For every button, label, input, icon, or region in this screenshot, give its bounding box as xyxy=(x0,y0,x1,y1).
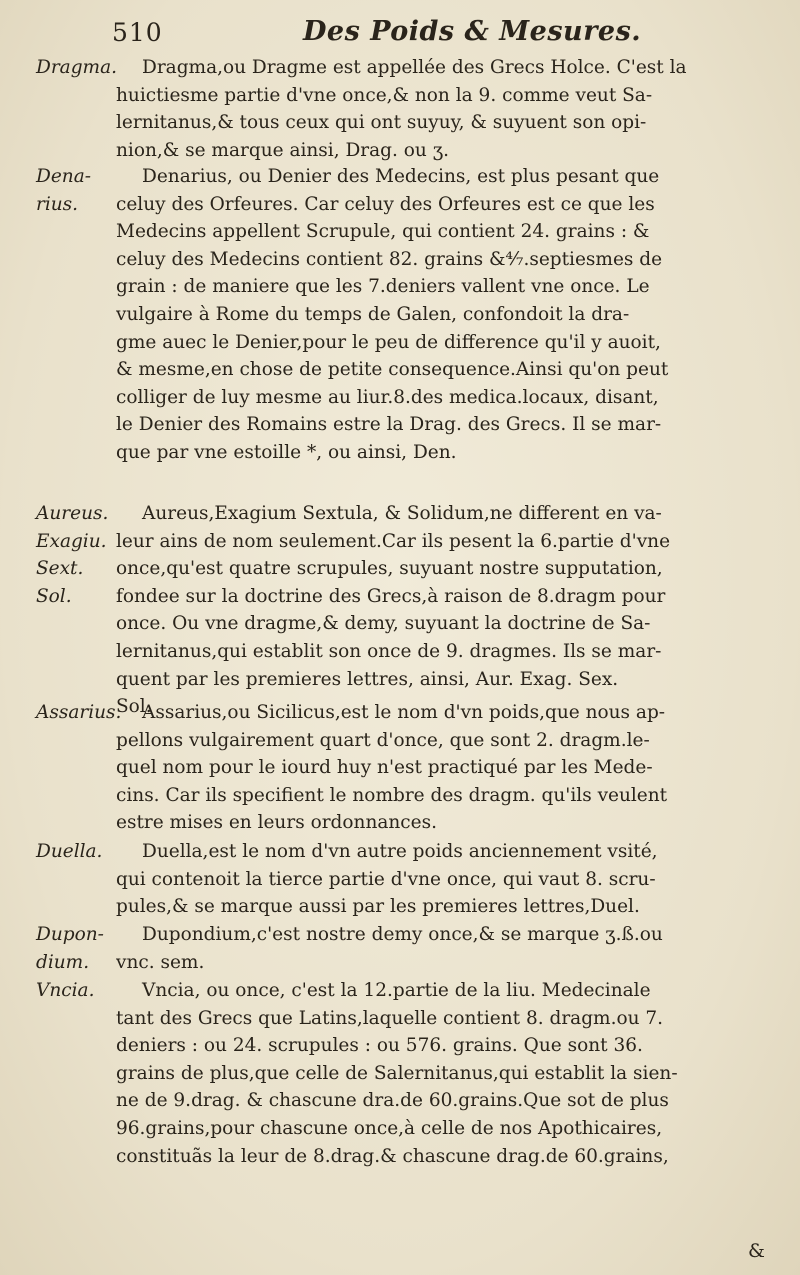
text-line: grains de plus,que celle de Salernitanus,qui establit la sien- xyxy=(116,1062,678,1084)
text-line: que par vne estoille *, ou ainsi, Den. xyxy=(116,441,457,463)
text-line: once,qu'est quatre scrupules, suyuant nostre supputation, xyxy=(116,558,663,580)
margin-note xyxy=(36,163,124,218)
text-line: celuy des Medecins contient 82. grains &⁴⁄₇.septiesmes de xyxy=(116,248,663,270)
catchword: & xyxy=(748,1240,765,1262)
text-line: ne de 9.drag. & chascune dra.de 60.grains.Que sot de plus xyxy=(116,1090,669,1112)
margin-note xyxy=(36,54,124,82)
text-line: 96.grains,pour chascune once,à celle de nos Apothicaires, xyxy=(116,1117,663,1139)
text-line: deniers : ou 24. scrupules : ou 576. grains. Que sont 36. xyxy=(116,1035,643,1057)
page-number: 510 xyxy=(112,18,163,47)
text-line: fondee sur la doctrine des Grecs,à raison de 8.dragm pour xyxy=(116,585,666,607)
margin-note-line: Exagiu. xyxy=(36,530,107,552)
text-line: Aureus,Exagium Sextula, & Solidum,ne different en va- xyxy=(142,503,662,524)
margin-note-line: Dena- xyxy=(36,166,91,187)
entry-text xyxy=(116,977,776,1170)
entry-text xyxy=(116,163,776,467)
running-title: Des Poids & Mesures. xyxy=(303,16,642,47)
text-line: le Denier des Romains estre la Drag. des Grecs. Il se mar- xyxy=(116,414,662,436)
text-line: lernitanus,& tous ceux qui ont suyuy, & suyuent son opi- xyxy=(116,112,647,134)
text-line: Duella,est le nom d'vn autre poids anciennement vsité, xyxy=(142,841,658,862)
entry-text xyxy=(116,500,776,721)
margin-note xyxy=(36,699,124,727)
margin-note-line: rius. xyxy=(36,193,79,215)
text-line: Dragma,ou Dragme est appellée des Grecs Holce. C'est la xyxy=(142,57,687,78)
text-line: quent par les premieres lettres, ainsi, Aur. Exag. Sex. xyxy=(116,668,619,690)
page-header xyxy=(108,12,768,52)
text-line: cins. Car ils specifient le nombre des dragm. qu'ils veulent xyxy=(116,784,668,806)
margin-note-line: Vncia. xyxy=(36,980,95,1001)
text-line: leur ains de nom seulement.Car ils pesent la 6.partie d'vne xyxy=(116,530,671,552)
text-line: & mesme,en chose de petite consequence.Ainsi qu'on peut xyxy=(116,359,669,381)
margin-note xyxy=(36,500,124,610)
text-line: grain : de maniere que les 7.deniers vallent vne once. Le xyxy=(116,276,650,298)
text-line: quel nom pour le iourd huy n'est practiqué par les Mede- xyxy=(116,757,653,779)
text-line: pellons vulgairement quart d'once, que sont 2. dragm.le- xyxy=(116,729,650,751)
margin-note-line: Duella. xyxy=(36,841,103,862)
text-line: once. Ou vne dragme,& demy, suyuant la doctrine de Sa- xyxy=(116,613,651,635)
margin-note-line: Dragma. xyxy=(36,57,118,78)
text-line: tant des Grecs que Latins,laquelle contient 8. dragm.ou 7. xyxy=(116,1007,664,1029)
text-line: Denarius, ou Denier des Medecins, est plus pesant que xyxy=(142,166,660,187)
margin-note xyxy=(36,838,124,866)
margin-note xyxy=(36,977,124,1005)
text-line: constituãs la leur de 8.drag.& chascune drag.de 60.grains, xyxy=(116,1145,669,1167)
text-line: vnc. sem. xyxy=(116,951,205,973)
text-line: colliger de luy mesme au liur.8.des medica.locaux, disant, xyxy=(116,386,659,408)
margin-note-line: Assarius. xyxy=(36,702,122,723)
margin-note-line: dium. xyxy=(36,951,90,973)
margin-note-line: Aureus. xyxy=(36,503,109,524)
text-line: vulgaire à Rome du temps de Galen, confondoit la dra- xyxy=(116,303,630,325)
text-line: Medecins appellent Scrupule, qui contient 24. grains : & xyxy=(116,221,650,243)
text-line: estre mises en leurs ordonnances. xyxy=(116,812,437,834)
text-line: lernitanus,qui establit son once de 9. dragmes. Ils se mar- xyxy=(116,640,662,662)
text-line: Sol. xyxy=(116,696,152,718)
entry-text xyxy=(116,54,776,164)
entry-text xyxy=(116,699,776,837)
text-line: Assarius,ou Sicilicus,est le nom d'vn poids,que nous ap- xyxy=(142,702,666,723)
text-line: celuy des Orfeures. Car celuy des Orfeures est ce que les xyxy=(116,193,655,215)
entry-text xyxy=(116,838,776,921)
text-line: pules,& se marque aussi par les premieres lettres,Duel. xyxy=(116,896,640,918)
text-line: gme auec le Denier,pour le peu de difference qu'il y auoit, xyxy=(116,331,661,353)
entry-text xyxy=(116,921,776,976)
text-line: Dupondium,c'est nostre demy once,& se marque ʒ.ß.ou xyxy=(142,924,663,945)
text-line: qui contenoit la tierce partie d'vne once, qui vaut 8. scru- xyxy=(116,868,656,890)
margin-note-line: Sext. xyxy=(36,558,84,580)
text-line: Vncia, ou once, c'est la 12.partie de la liu. Medecinale xyxy=(142,980,651,1001)
margin-note-line: Dupon- xyxy=(36,924,104,945)
text-line: nion,& se marque ainsi, Drag. ou ʒ. xyxy=(116,139,450,161)
margin-note-line: Sol. xyxy=(36,585,72,607)
text-line: huictiesme partie d'vne once,& non la 9. comme veut Sa- xyxy=(116,84,653,106)
margin-note xyxy=(36,921,124,976)
